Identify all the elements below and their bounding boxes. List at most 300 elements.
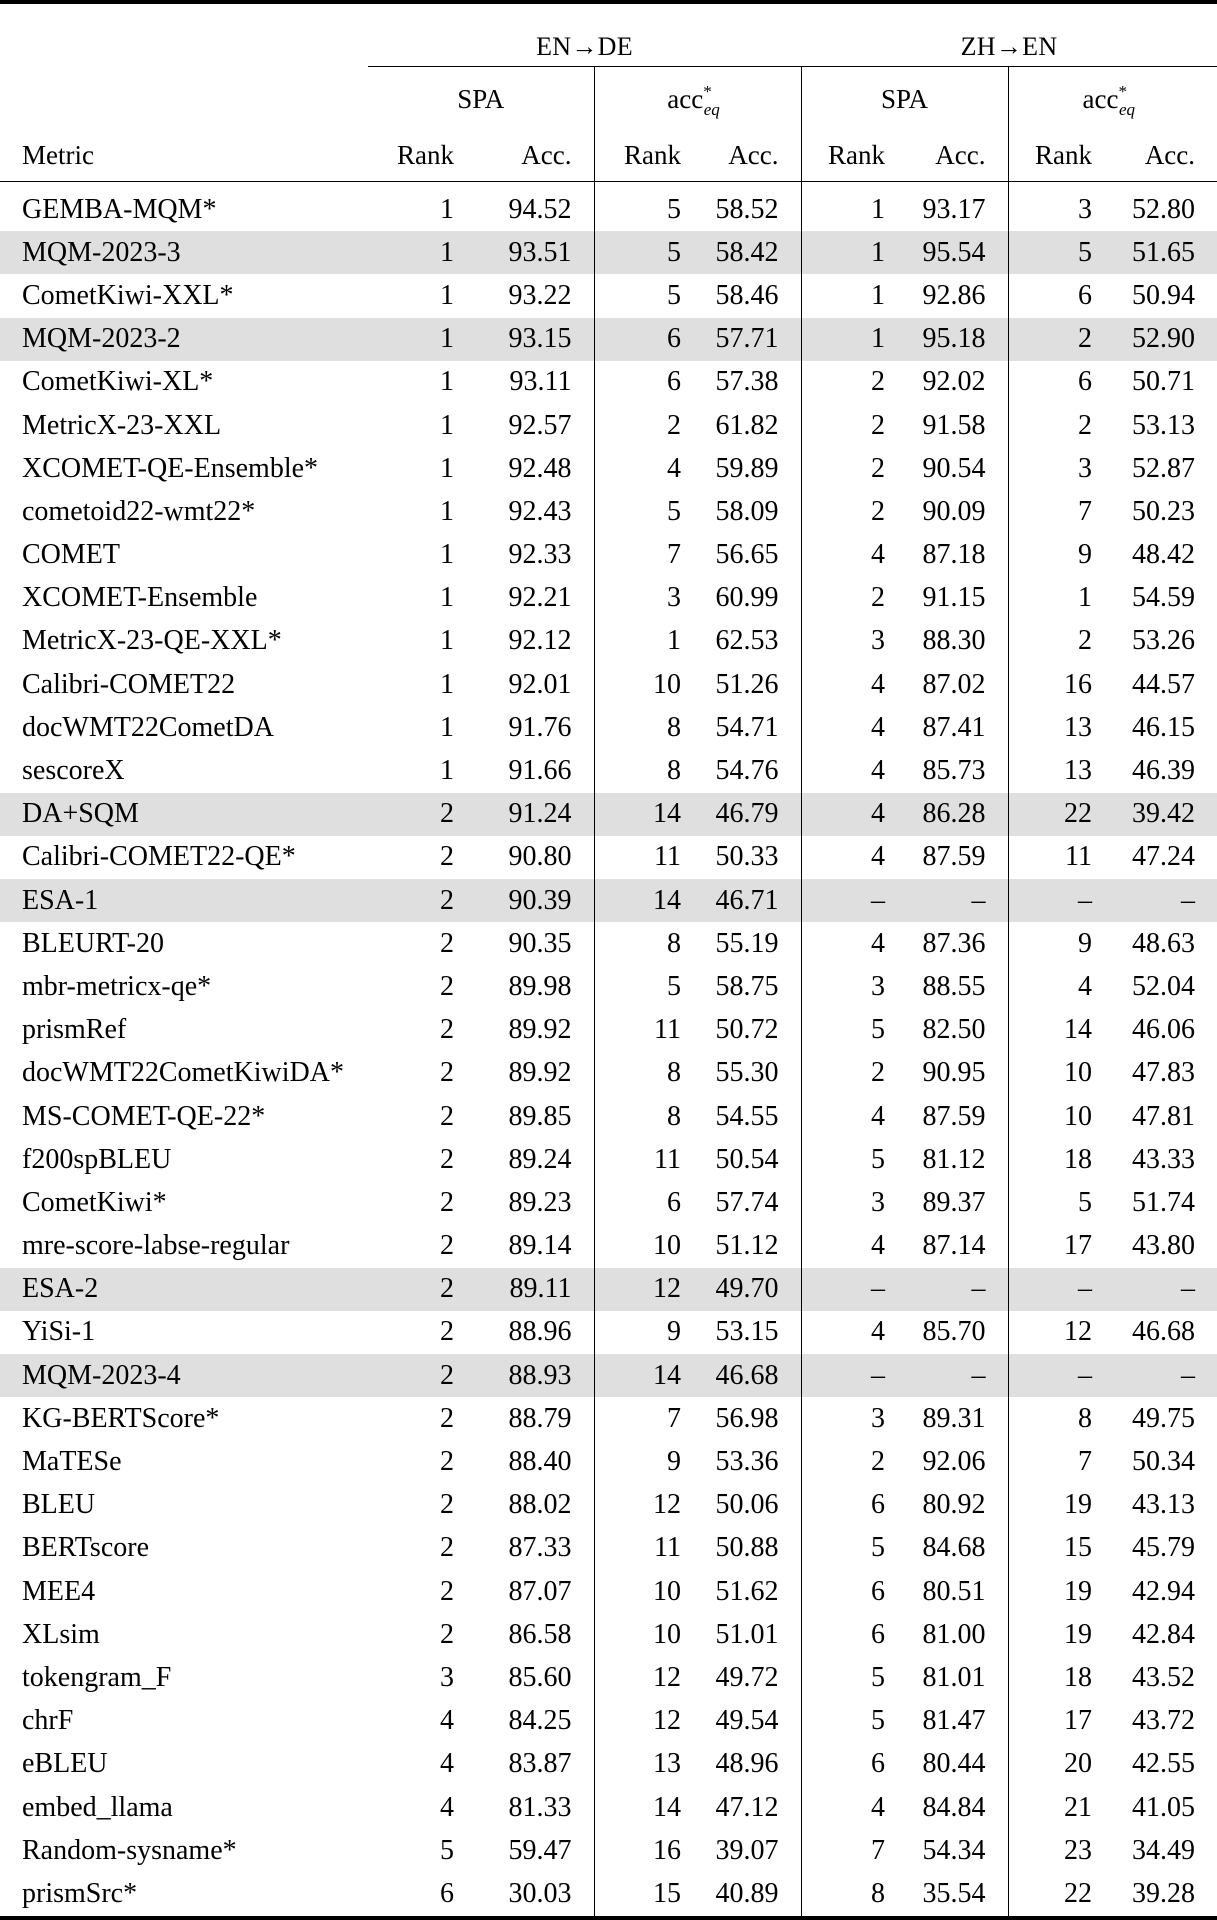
table-row xyxy=(0,447,1217,490)
metric-value-cell: 19 xyxy=(1008,1484,1114,1527)
metric-value-cell: 12 xyxy=(594,1268,703,1311)
table-row xyxy=(0,1700,1217,1743)
metric-value-cell: 84.25 xyxy=(508,1705,572,1737)
metric-value-cell: 23 xyxy=(1008,1829,1114,1872)
table-row xyxy=(0,1786,1217,1829)
metric-name-cell: ESA-2 xyxy=(0,1268,368,1311)
table-row xyxy=(0,1095,1217,1138)
metric-value-cell: 5 xyxy=(594,490,703,533)
metric-value-cell: 2 xyxy=(440,1100,454,1132)
table-row xyxy=(0,1656,1217,1699)
metric-value-cell: 50.23 xyxy=(1132,495,1196,527)
metric-value-cell: 88.79 xyxy=(508,1402,572,1434)
metric-value-cell: 93.17 xyxy=(922,193,986,225)
metric-value-cell: 91.15 xyxy=(922,582,986,614)
metric-value-cell: 11 xyxy=(594,1527,703,1570)
metric-value-cell: 2 xyxy=(440,1014,454,1046)
metric-value-cell: 56.65 xyxy=(715,539,779,571)
metric-value-cell: 93.15 xyxy=(476,318,594,361)
metric-value-cell: 54.55 xyxy=(715,1100,779,1132)
table-row xyxy=(0,1052,1217,1095)
metric-value-cell: 58.75 xyxy=(715,970,779,1002)
metric-value-cell: 12 xyxy=(594,1656,703,1699)
metric-value-cell: 8 xyxy=(594,1052,703,1095)
metric-value-cell: 83.87 xyxy=(508,1748,572,1780)
metric-value-cell: 17 xyxy=(1008,1225,1114,1268)
metric-value-cell: 84.68 xyxy=(922,1532,986,1564)
metric-value-cell: 89.92 xyxy=(508,1014,572,1046)
metric-value-cell: 53.15 xyxy=(715,1316,779,1348)
metric-value-cell: 90.80 xyxy=(508,841,572,873)
metric-name-cell: XCOMET-QE-Ensemble* xyxy=(22,452,319,484)
metric-value-cell: 46.79 xyxy=(703,793,801,836)
column-header-zh-en-acceq-acc: Acc. xyxy=(1114,115,1217,182)
column-header-row xyxy=(0,115,1217,182)
metric-value-cell: 2 xyxy=(801,490,907,533)
metric-name-cell: Random-sysname* xyxy=(22,1834,237,1866)
metric-value-cell: 7 xyxy=(594,534,703,577)
metric-value-cell: 13 xyxy=(1008,706,1114,749)
metric-value-cell: 14 xyxy=(594,1354,703,1397)
metric-value-cell: 1 xyxy=(801,231,907,274)
metric-value-cell: 5 xyxy=(801,1138,907,1181)
metric-value-cell: 88.96 xyxy=(508,1316,572,1348)
metric-value-cell: 54.34 xyxy=(922,1834,986,1866)
metric-value-cell: 89.92 xyxy=(508,1057,572,1089)
table-row xyxy=(0,1009,1217,1052)
metric-value-cell: 50.88 xyxy=(715,1532,779,1564)
metric-value-cell: 88.55 xyxy=(922,970,986,1002)
table-row xyxy=(0,1354,1217,1397)
metric-value-cell: 94.52 xyxy=(508,193,572,225)
metric-value-cell: 42.94 xyxy=(1132,1575,1196,1607)
metric-value-cell: 46.06 xyxy=(1132,1014,1196,1046)
metric-name-cell: GEMBA-MQM* xyxy=(22,193,217,225)
metric-value-cell: 91.76 xyxy=(508,711,572,743)
table-row xyxy=(0,1872,1217,1917)
table-row xyxy=(0,534,1217,577)
metric-value-cell: 90.95 xyxy=(922,1057,986,1089)
table-row xyxy=(0,965,1217,1008)
metric-value-cell: 2 xyxy=(1008,620,1114,663)
metric-name-cell: BLEU xyxy=(22,1489,96,1521)
metric-value-cell: – xyxy=(1114,1354,1217,1397)
metric-value-cell: 91.66 xyxy=(508,755,572,787)
metric-value-cell: 6 xyxy=(801,1743,907,1786)
metric-value-cell: 85.73 xyxy=(922,755,986,787)
metric-value-cell: 3 xyxy=(1008,447,1114,490)
metric-value-cell: 10 xyxy=(594,1613,703,1656)
metric-value-cell: – xyxy=(801,1354,907,1397)
metric-value-cell: 3 xyxy=(801,620,907,663)
metric-name-cell: mbr-metricx-qe* xyxy=(22,970,212,1002)
metric-value-cell: – xyxy=(1008,1354,1114,1397)
metric-value-cell: 87.33 xyxy=(508,1532,572,1564)
metric-value-cell: 5 xyxy=(801,1656,907,1699)
metric-value-cell: 2 xyxy=(1008,404,1114,447)
metric-name-cell: YiSi-1 xyxy=(22,1316,96,1348)
column-header-zh-en-spa-rank: Rank xyxy=(801,115,907,182)
metric-value-cell: 93.22 xyxy=(508,279,572,311)
column-header-en-de-acceq-acc: Acc. xyxy=(703,115,801,182)
metric-value-cell: 22 xyxy=(1008,793,1114,836)
table-row xyxy=(0,1311,1217,1354)
metric-value-cell: 8 xyxy=(594,749,703,792)
metric-value-cell: 92.86 xyxy=(922,279,986,311)
metric-value-cell: 1 xyxy=(440,452,454,484)
metric-value-cell: 58.42 xyxy=(703,231,801,274)
metric-value-cell: 92.43 xyxy=(508,495,572,527)
column-header-en-de-spa-acc: Acc. xyxy=(476,115,594,182)
metric-value-cell: 4 xyxy=(1008,965,1114,1008)
metric-value-cell: 4 xyxy=(594,447,703,490)
metric-name-cell: docWMT22CometKiwiDA* xyxy=(22,1057,344,1089)
metric-value-cell: 4 xyxy=(801,663,907,706)
metric-value-cell: 1 xyxy=(368,318,476,361)
metric-value-cell: 18 xyxy=(1008,1138,1114,1181)
metric-value-cell: 14 xyxy=(594,793,703,836)
metric-value-cell: 1 xyxy=(594,620,703,663)
table-row xyxy=(0,1570,1217,1613)
metric-value-cell: 2 xyxy=(440,1230,454,1262)
metric-name-cell: cometoid22-wmt22* xyxy=(22,495,256,527)
metric-value-cell: 4 xyxy=(440,1705,454,1737)
metric-value-cell: 12 xyxy=(594,1700,703,1743)
metric-value-cell: 2 xyxy=(801,404,907,447)
metric-value-cell: 52.04 xyxy=(1132,970,1196,1002)
metric-value-cell: 88.40 xyxy=(508,1446,572,1478)
metric-name-cell: chrF xyxy=(22,1705,74,1737)
column-header-metric: Metric xyxy=(0,115,368,182)
metric-value-cell: 58.46 xyxy=(715,279,779,311)
metric-value-cell: 20 xyxy=(1008,1743,1114,1786)
metric-value-cell: 2 xyxy=(440,970,454,1002)
metric-name-cell: Calibri-COMET22-QE* xyxy=(22,841,296,873)
metric-value-cell: 93.51 xyxy=(476,231,594,274)
metric-value-cell: 2 xyxy=(368,793,476,836)
metric-value-cell: 43.80 xyxy=(1132,1230,1196,1262)
metric-name-cell: BERTscore xyxy=(22,1532,149,1564)
metric-value-cell: – xyxy=(1114,1268,1217,1311)
metric-value-cell: 51.74 xyxy=(1132,1186,1196,1218)
metric-value-cell: 90.39 xyxy=(476,879,594,922)
table-row xyxy=(0,879,1217,922)
measure-label-spa-zh-en xyxy=(881,86,928,113)
metric-value-cell: 92.02 xyxy=(922,366,986,398)
metric-value-cell: – xyxy=(1008,1268,1114,1311)
metric-value-cell: 30.03 xyxy=(476,1872,594,1917)
metric-value-cell: 35.54 xyxy=(907,1872,1008,1917)
metric-value-cell: 5 xyxy=(801,1700,907,1743)
metric-name-cell: CometKiwi-XXL* xyxy=(22,279,234,311)
metric-value-cell: 13 xyxy=(594,1743,703,1786)
metric-value-cell: 13 xyxy=(1008,749,1114,792)
metric-value-cell: 1 xyxy=(440,755,454,787)
metric-value-cell: 1 xyxy=(440,668,454,700)
metric-value-cell: 59.89 xyxy=(715,452,779,484)
metric-value-cell: 6 xyxy=(368,1872,476,1917)
metric-value-cell: 52.90 xyxy=(1114,318,1217,361)
metric-value-cell: 90.09 xyxy=(922,495,986,527)
metric-value-cell: 81.00 xyxy=(922,1618,986,1650)
metric-value-cell: 86.28 xyxy=(907,793,1008,836)
metric-name-cell: ESA-1 xyxy=(0,879,368,922)
metric-value-cell: 59.47 xyxy=(508,1834,572,1866)
metric-value-cell: 2 xyxy=(801,1052,907,1095)
metric-value-cell: 1 xyxy=(801,318,907,361)
metric-value-cell: 4 xyxy=(801,922,907,965)
table-row xyxy=(0,361,1217,404)
metric-value-cell: 60.99 xyxy=(715,582,779,614)
metric-value-cell: 51.01 xyxy=(715,1618,779,1650)
metric-value-cell: 92.21 xyxy=(508,582,572,614)
metric-value-cell: 8 xyxy=(594,706,703,749)
metric-value-cell: 7 xyxy=(594,1397,703,1440)
group-header-en-de: EN→DE xyxy=(368,2,801,67)
metric-value-cell: 87.18 xyxy=(922,539,986,571)
metric-value-cell: 1 xyxy=(801,182,907,232)
measure-header-en-de-spa xyxy=(368,67,594,116)
metric-value-cell: 5 xyxy=(594,231,703,274)
table-row xyxy=(0,318,1217,361)
metric-value-cell: 92.12 xyxy=(508,625,572,657)
metric-value-cell: 61.82 xyxy=(715,409,779,441)
metric-value-cell: 19 xyxy=(1008,1613,1114,1656)
metric-value-cell: 6 xyxy=(1008,274,1114,317)
metric-value-cell: – xyxy=(801,1268,907,1311)
metric-value-cell: 2 xyxy=(594,404,703,447)
measure-label-acceq-en-de xyxy=(667,82,728,119)
metric-value-cell: 85.60 xyxy=(508,1661,572,1693)
metric-value-cell: 95.18 xyxy=(907,318,1008,361)
metric-value-cell: 43.52 xyxy=(1132,1661,1196,1693)
table-row xyxy=(0,274,1217,317)
metric-value-cell: 1 xyxy=(440,625,454,657)
metric-name-cell: sescoreX xyxy=(22,755,125,787)
table-row xyxy=(0,490,1217,533)
metric-value-cell: 54.76 xyxy=(715,755,779,787)
metric-value-cell: 89.98 xyxy=(508,970,572,1002)
metric-value-cell: 52.80 xyxy=(1132,193,1196,225)
table-row xyxy=(0,577,1217,620)
column-header-zh-en-acceq-rank: Rank xyxy=(1008,115,1114,182)
metric-value-cell: 1 xyxy=(368,231,476,274)
metric-value-cell: 3 xyxy=(440,1661,454,1693)
metric-value-cell: 87.07 xyxy=(508,1575,572,1607)
metric-value-cell: 2 xyxy=(801,361,907,404)
metric-value-cell: 56.98 xyxy=(715,1402,779,1434)
metric-value-cell: 50.06 xyxy=(715,1489,779,1521)
metric-value-cell: 5 xyxy=(1008,1181,1114,1224)
metric-value-cell: 2 xyxy=(440,1618,454,1650)
metric-name-cell: MetricX-23-QE-XXL* xyxy=(22,625,282,657)
metric-value-cell: 48.63 xyxy=(1132,927,1196,959)
metric-value-cell: 80.51 xyxy=(922,1575,986,1607)
table-row xyxy=(0,793,1217,836)
column-header-en-de-acceq-rank: Rank xyxy=(594,115,703,182)
table-body xyxy=(0,182,1217,1918)
metric-value-cell: 87.41 xyxy=(922,711,986,743)
metric-value-cell: 5 xyxy=(594,274,703,317)
metric-value-cell: 82.50 xyxy=(922,1014,986,1046)
metric-value-cell: 6 xyxy=(801,1570,907,1613)
metric-value-cell: 1 xyxy=(1008,577,1114,620)
metric-name-cell: MQM-2023-4 xyxy=(0,1354,368,1397)
metric-value-cell: 89.11 xyxy=(476,1268,594,1311)
metric-value-cell: 39.28 xyxy=(1114,1872,1217,1917)
metric-value-cell: 50.71 xyxy=(1132,366,1196,398)
metric-value-cell: 55.19 xyxy=(715,927,779,959)
metric-value-cell: 80.92 xyxy=(922,1489,986,1521)
metric-value-cell: 2 xyxy=(440,927,454,959)
metric-value-cell: 4 xyxy=(801,749,907,792)
metric-value-cell: 48.42 xyxy=(1132,539,1196,571)
metric-value-cell: 15 xyxy=(594,1872,703,1917)
metric-value-cell: 1 xyxy=(440,279,454,311)
metric-value-cell: 2 xyxy=(801,447,907,490)
metric-value-cell: 11 xyxy=(594,836,703,879)
table-row xyxy=(0,706,1217,749)
metric-value-cell: 49.75 xyxy=(1132,1402,1196,1434)
metric-value-cell: 4 xyxy=(801,1786,907,1829)
measure-label-acceq-zh-en xyxy=(1082,82,1144,119)
metric-value-cell: 57.38 xyxy=(715,366,779,398)
metric-name-cell: mre-score-labse-regular xyxy=(22,1230,290,1262)
metric-value-cell: 5 xyxy=(440,1834,454,1866)
metric-value-cell: 2 xyxy=(440,1057,454,1089)
metric-value-cell: 51.65 xyxy=(1114,231,1217,274)
metric-value-cell: 39.07 xyxy=(715,1834,779,1866)
metric-value-cell: 1 xyxy=(440,409,454,441)
metric-value-cell: 84.84 xyxy=(922,1791,986,1823)
measure-header-en-de-acceq xyxy=(594,67,801,119)
metric-value-cell: 2 xyxy=(440,1316,454,1348)
metric-value-cell: 9 xyxy=(594,1440,703,1483)
metric-value-cell: 80.44 xyxy=(922,1748,986,1780)
metric-value-cell: 50.72 xyxy=(715,1014,779,1046)
metric-value-cell: 10 xyxy=(594,663,703,706)
metric-value-cell: 85.70 xyxy=(922,1316,986,1348)
metric-value-cell: 90.35 xyxy=(508,927,572,959)
metric-value-cell: 49.54 xyxy=(715,1705,779,1737)
metric-value-cell: 89.31 xyxy=(922,1402,986,1434)
metric-value-cell: 53.36 xyxy=(715,1446,779,1478)
metric-value-cell: 43.13 xyxy=(1132,1489,1196,1521)
metric-value-cell: 21 xyxy=(1008,1786,1114,1829)
metric-value-cell: 54.71 xyxy=(715,711,779,743)
metric-value-cell: 46.15 xyxy=(1132,711,1196,743)
metric-value-cell: 81.33 xyxy=(508,1791,572,1823)
table-row xyxy=(0,1225,1217,1268)
metric-value-cell: 92.06 xyxy=(922,1446,986,1478)
metric-value-cell: 5 xyxy=(801,1009,907,1052)
metric-value-cell: 50.54 xyxy=(715,1143,779,1175)
metric-value-cell: 3 xyxy=(801,1181,907,1224)
metric-value-cell: 4 xyxy=(440,1791,454,1823)
metric-value-cell: – xyxy=(1114,879,1217,922)
metric-value-cell: 11 xyxy=(1008,836,1114,879)
metric-value-cell: 3 xyxy=(594,577,703,620)
metric-value-cell: 91.24 xyxy=(476,793,594,836)
metric-value-cell: 50.33 xyxy=(715,841,779,873)
metric-value-cell: 10 xyxy=(1008,1052,1114,1095)
metric-value-cell: 89.85 xyxy=(508,1100,572,1132)
metric-value-cell: 2 xyxy=(801,1440,907,1483)
metric-value-cell: 58.09 xyxy=(715,495,779,527)
metric-value-cell: 1 xyxy=(801,274,907,317)
metric-value-cell: 40.89 xyxy=(703,1872,801,1917)
metric-value-cell: 2 xyxy=(440,1143,454,1175)
metric-value-cell: 45.79 xyxy=(1132,1532,1196,1564)
metric-value-cell: 5 xyxy=(1008,231,1114,274)
metric-value-cell: 2 xyxy=(440,1402,454,1434)
group-header-spacer xyxy=(0,2,368,67)
metric-value-cell: 49.72 xyxy=(715,1661,779,1693)
metric-name-cell: DA+SQM xyxy=(0,793,368,836)
metric-value-cell: 89.23 xyxy=(508,1186,572,1218)
metric-value-cell: 9 xyxy=(1008,534,1114,577)
measure-base: SPA xyxy=(880,84,929,114)
metric-name-cell: MaTESe xyxy=(22,1446,122,1478)
metric-value-cell: 46.68 xyxy=(1132,1316,1196,1348)
metric-name-cell: MQM-2023-2 xyxy=(0,318,368,361)
table-row xyxy=(0,231,1217,274)
table-row xyxy=(0,1138,1217,1181)
metric-value-cell: 88.02 xyxy=(508,1489,572,1521)
metric-value-cell: 4 xyxy=(440,1748,454,1780)
table-row xyxy=(0,1613,1217,1656)
metric-value-cell: 50.94 xyxy=(1132,279,1196,311)
metric-value-cell: 8 xyxy=(1008,1397,1114,1440)
metric-value-cell: 92.01 xyxy=(508,668,572,700)
metric-name-cell: prismSrc* xyxy=(0,1872,368,1917)
table-row xyxy=(0,922,1217,965)
metric-value-cell: 93.11 xyxy=(509,366,572,398)
metric-value-cell: 22 xyxy=(1008,1872,1114,1917)
metric-value-cell: 47.12 xyxy=(715,1791,779,1823)
metric-value-cell: 44.57 xyxy=(1132,668,1196,700)
metric-value-cell: 6 xyxy=(1008,361,1114,404)
metric-value-cell: 8 xyxy=(594,1095,703,1138)
metric-value-cell: 51.12 xyxy=(715,1230,779,1262)
metric-value-cell: 11 xyxy=(594,1138,703,1181)
metric-value-cell: – xyxy=(907,1268,1008,1311)
metric-value-cell: 15 xyxy=(1008,1527,1114,1570)
metric-value-cell: 48.96 xyxy=(715,1748,779,1780)
metric-name-cell: Calibri-COMET22 xyxy=(22,668,236,700)
table-row xyxy=(0,1743,1217,1786)
metric-value-cell: 62.53 xyxy=(715,625,779,657)
metric-value-cell: – xyxy=(907,1354,1008,1397)
metric-name-cell: CometKiwi* xyxy=(22,1186,167,1218)
metric-name-cell: docWMT22CometDA xyxy=(22,711,274,743)
metric-value-cell: 46.39 xyxy=(1132,755,1196,787)
metric-value-cell: 54.59 xyxy=(1132,582,1196,614)
table-row xyxy=(0,404,1217,447)
measure-header-spacer xyxy=(0,67,368,116)
metric-value-cell: 10 xyxy=(594,1225,703,1268)
metric-value-cell: 53.26 xyxy=(1132,625,1196,657)
metric-value-cell: 39.42 xyxy=(1114,793,1217,836)
metric-value-cell: 1 xyxy=(440,193,454,225)
metric-value-cell: 47.24 xyxy=(1132,841,1196,873)
metric-value-cell: 6 xyxy=(801,1613,907,1656)
metric-value-cell: 10 xyxy=(594,1570,703,1613)
metric-value-cell: 3 xyxy=(801,965,907,1008)
metric-name-cell: BLEURT-20 xyxy=(22,927,164,959)
measure-base: SPA xyxy=(457,84,505,114)
metric-value-cell: 4 xyxy=(801,1311,907,1354)
